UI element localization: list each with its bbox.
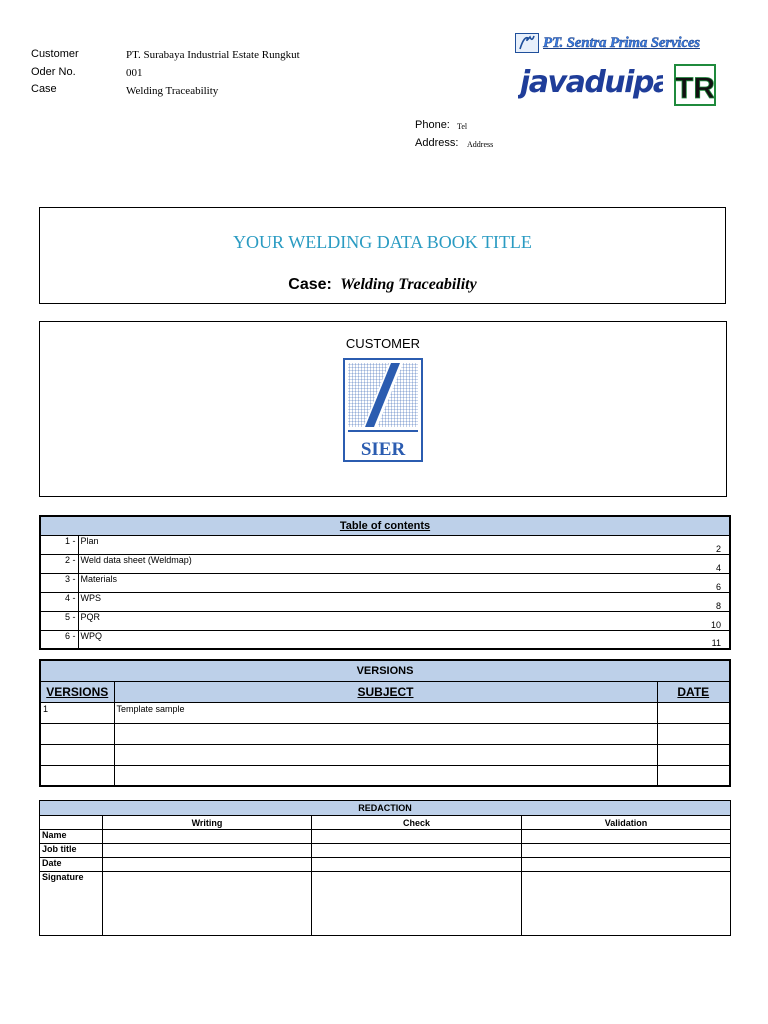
name-check-cell bbox=[312, 830, 522, 844]
phone-value: Tel bbox=[457, 122, 468, 131]
col-writing: Writing bbox=[103, 816, 312, 830]
signature-check-cell bbox=[312, 872, 522, 936]
toc-row bbox=[40, 573, 730, 592]
table-row bbox=[40, 744, 730, 765]
toc-page: 2 bbox=[608, 535, 730, 554]
sentra-prima-text: PT. Sentra Prima Services bbox=[543, 34, 700, 51]
toc-row bbox=[40, 592, 730, 611]
versions-table bbox=[39, 659, 731, 787]
customer-box bbox=[39, 321, 727, 497]
toc-item: WPQ bbox=[78, 630, 608, 649]
title-case-value: Welding Traceability bbox=[340, 276, 477, 293]
toc-page: 10 bbox=[608, 611, 730, 630]
toc-heading: Table of contents bbox=[40, 516, 730, 535]
toc-page: 4 bbox=[608, 554, 730, 573]
toc-page: 8 bbox=[608, 592, 730, 611]
customer-box-label: CUSTOMER bbox=[345, 336, 421, 351]
customer-value: PT. Surabaya Industrial Estate Rungkut bbox=[126, 49, 300, 61]
date-validation-cell bbox=[522, 858, 731, 872]
job-check-cell bbox=[312, 844, 522, 858]
javaduipa-text: javaduipa bbox=[520, 65, 663, 100]
row-job-label: Job title bbox=[40, 844, 103, 858]
col-check: Check bbox=[312, 816, 522, 830]
toc-num: 1 - bbox=[40, 535, 78, 554]
case-label: Case bbox=[31, 83, 57, 95]
toc-item: Weld data sheet (Weldmap) bbox=[78, 554, 608, 573]
version-cell bbox=[40, 744, 114, 765]
redaction-heading: REDACTION bbox=[40, 801, 731, 816]
table-of-contents bbox=[39, 515, 731, 650]
name-validation-cell bbox=[522, 830, 731, 844]
table-row bbox=[40, 844, 731, 858]
tr-text: TR bbox=[675, 72, 715, 105]
sentra-prima-mark-icon bbox=[515, 33, 539, 53]
tr-logo bbox=[674, 64, 716, 106]
subject-cell bbox=[114, 744, 657, 765]
toc-num: 2 - bbox=[40, 554, 78, 573]
case-value: Welding Traceability bbox=[126, 85, 219, 97]
date-cell bbox=[657, 744, 730, 765]
toc-row bbox=[40, 554, 730, 573]
name-writing-cell bbox=[103, 830, 312, 844]
version-cell: 1 bbox=[40, 702, 114, 723]
row-name-label: Name bbox=[40, 830, 103, 844]
sier-logo bbox=[343, 358, 423, 462]
row-date-label: Date bbox=[40, 858, 103, 872]
version-cell bbox=[40, 765, 114, 786]
case-line bbox=[40, 276, 725, 294]
table-row bbox=[40, 765, 730, 786]
toc-num: 5 - bbox=[40, 611, 78, 630]
signature-writing-cell bbox=[103, 872, 312, 936]
book-title: YOUR WELDING DATA BOOK TITLE bbox=[233, 232, 532, 252]
job-validation-cell bbox=[522, 844, 731, 858]
address-label: Address: bbox=[415, 137, 459, 149]
col-subject: SUBJECT bbox=[114, 681, 657, 702]
col-date: DATE bbox=[657, 681, 730, 702]
job-writing-cell bbox=[103, 844, 312, 858]
sier-text: SIER bbox=[360, 439, 406, 460]
date-cell bbox=[657, 702, 730, 723]
table-row bbox=[40, 872, 731, 936]
signature-validation-cell bbox=[522, 872, 731, 936]
title-case-label: Case: bbox=[288, 276, 332, 293]
subject-cell: Template sample bbox=[114, 702, 657, 723]
toc-num: 4 - bbox=[40, 592, 78, 611]
javaduipa-logo bbox=[518, 62, 663, 106]
toc-num: 6 - bbox=[40, 630, 78, 649]
subject-cell bbox=[114, 765, 657, 786]
toc-item: PQR bbox=[78, 611, 608, 630]
version-cell bbox=[40, 723, 114, 744]
toc-num: 3 - bbox=[40, 573, 78, 592]
title-box bbox=[39, 207, 726, 304]
address-value: Address bbox=[467, 140, 494, 149]
toc-page: 11 bbox=[608, 630, 730, 649]
phone-label: Phone: bbox=[415, 119, 450, 131]
customer-label: Customer bbox=[31, 48, 79, 60]
sentra-prima-logo bbox=[515, 32, 720, 54]
col-validation: Validation bbox=[522, 816, 731, 830]
redaction-table bbox=[39, 800, 731, 936]
col-versions: VERSIONS bbox=[40, 681, 114, 702]
toc-item: Materials bbox=[78, 573, 608, 592]
date-cell bbox=[657, 765, 730, 786]
subject-cell bbox=[114, 723, 657, 744]
toc-row bbox=[40, 630, 730, 649]
toc-page: 6 bbox=[608, 573, 730, 592]
toc-item: Plan bbox=[78, 535, 608, 554]
date-check-cell bbox=[312, 858, 522, 872]
table-row bbox=[40, 830, 731, 844]
order-label: Oder No. bbox=[31, 66, 76, 78]
date-writing-cell bbox=[103, 858, 312, 872]
date-cell bbox=[657, 723, 730, 744]
toc-item: WPS bbox=[78, 592, 608, 611]
versions-heading: VERSIONS bbox=[40, 660, 730, 681]
table-row bbox=[40, 723, 730, 744]
toc-row bbox=[40, 611, 730, 630]
row-signature-label: Signature bbox=[40, 872, 103, 936]
toc-row bbox=[40, 535, 730, 554]
order-value: 001 bbox=[126, 67, 143, 79]
redaction-corner bbox=[40, 816, 103, 830]
table-row bbox=[40, 702, 730, 723]
table-row bbox=[40, 858, 731, 872]
